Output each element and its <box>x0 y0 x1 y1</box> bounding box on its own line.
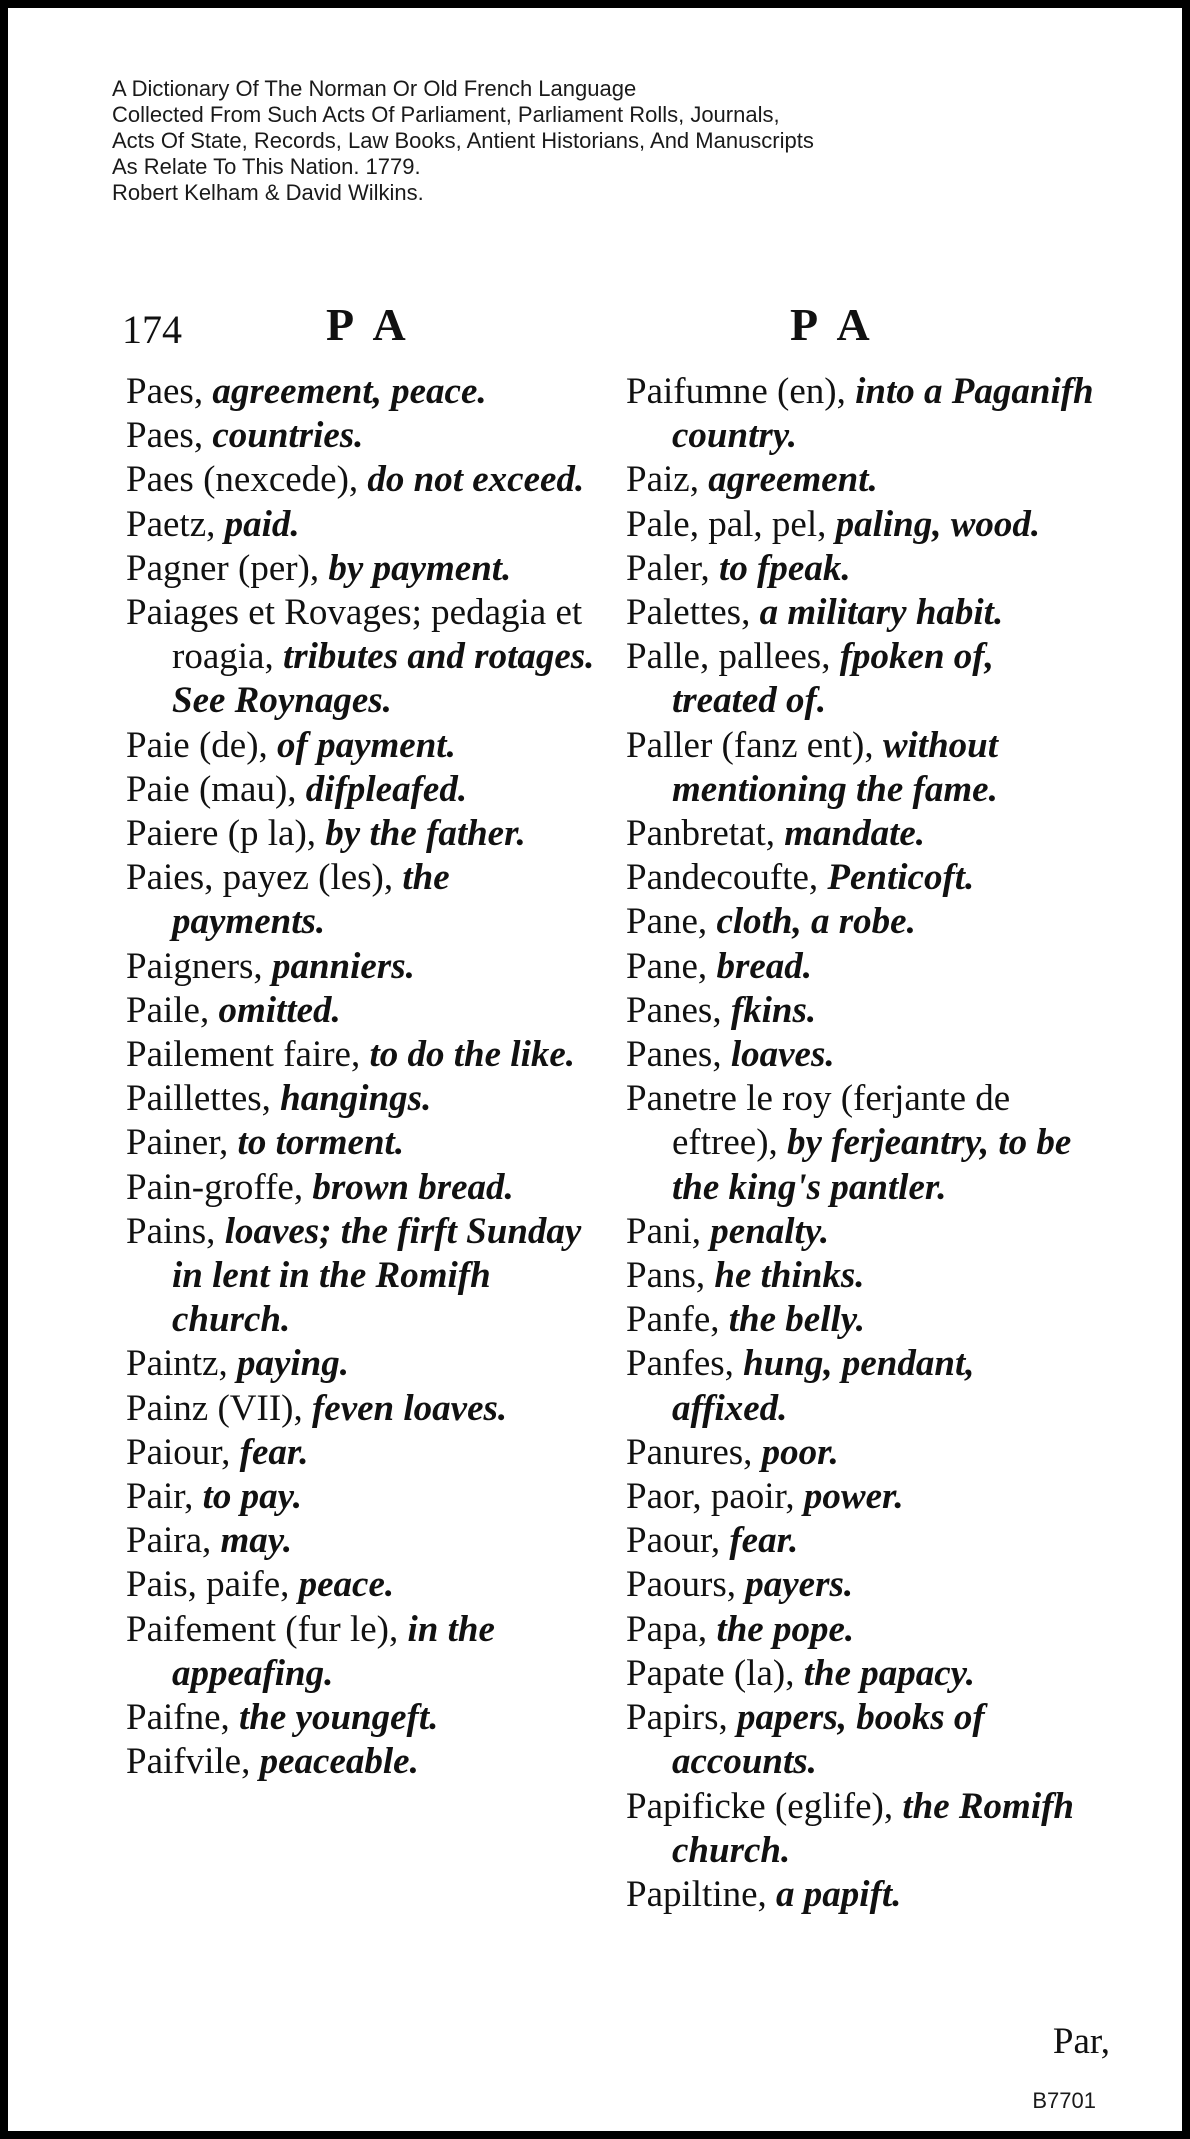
entry-definition: poor. <box>761 1431 839 1473</box>
dictionary-entry <box>126 1563 596 1607</box>
dictionary-entry <box>626 1608 1096 1652</box>
entry-term: Paiour, <box>126 1431 231 1473</box>
entry-definition: mandate. <box>784 813 926 855</box>
dictionary-entry <box>626 458 1096 502</box>
entry-definition: the Romifh church. <box>672 1785 1075 1871</box>
entry-definition: fear. <box>729 1520 799 1562</box>
entry-term: Paiere (p la), <box>126 813 317 855</box>
entry-term: Papificke (eglife), <box>626 1785 894 1827</box>
entry-term: Paes (nexcede), <box>126 459 359 501</box>
dictionary-entry <box>626 1431 1096 1475</box>
dictionary-entry <box>126 724 596 768</box>
running-head-right: P A <box>790 299 876 350</box>
entry-term: Panetre le roy (ferjante de eftree), <box>626 1078 1011 1164</box>
entry-term: Panes, <box>626 989 722 1031</box>
entry-definition: agreement, peace. <box>212 371 487 412</box>
entry-term: Pain-groffe, <box>126 1166 304 1208</box>
entry-term: Papirs, <box>626 1697 728 1739</box>
entry-definition: he thinks. <box>714 1255 865 1297</box>
entry-term: Pains, <box>126 1210 216 1252</box>
left-column <box>126 370 596 1785</box>
entry-definition: tributes and rotages. See Roynages. <box>172 636 595 722</box>
entry-term: Pani, <box>626 1210 702 1252</box>
entry-definition: paying. <box>236 1343 350 1385</box>
entry-definition: peace. <box>298 1564 395 1606</box>
dictionary-entry <box>126 547 596 591</box>
entry-definition: Penticoft. <box>827 857 975 899</box>
entry-term: Panures, <box>626 1431 753 1473</box>
entry-definition: fkins. <box>730 989 817 1031</box>
entry-term: Paile, <box>126 989 210 1031</box>
dictionary-entry <box>626 547 1096 591</box>
entry-term: Paller (fanz ent), <box>626 724 874 766</box>
entry-definition: the payments. <box>172 857 450 943</box>
entry-term: Paillettes, <box>126 1078 271 1120</box>
entry-definition: power. <box>803 1476 904 1518</box>
entry-definition: to torment. <box>237 1122 405 1164</box>
dictionary-entry <box>626 1696 1096 1784</box>
entry-term: Pale, pal, pel, <box>626 503 827 545</box>
dictionary-entry <box>126 370 596 414</box>
entry-term: Papiltine, <box>626 1873 767 1915</box>
dictionary-entry <box>126 768 596 812</box>
entry-definition: fear. <box>239 1431 309 1473</box>
entry-definition: fpoken of, treated of. <box>672 636 994 722</box>
entry-definition: brown bread. <box>312 1166 514 1208</box>
entry-term: Pane, <box>626 945 708 987</box>
entry-term: Paetz, <box>126 503 216 545</box>
entry-definition: a papift. <box>776 1873 902 1915</box>
entry-definition: the papacy. <box>803 1652 975 1694</box>
entry-term: Panbretat, <box>626 813 775 855</box>
entry-definition: paid. <box>224 503 300 545</box>
entry-definition: hung, pendant, affixed. <box>672 1343 975 1429</box>
entry-definition: into a Paganifh country. <box>672 371 1094 457</box>
citation-line: A Dictionary Of The Norman Or Old French Language <box>112 76 637 101</box>
dictionary-entry <box>626 1254 1096 1298</box>
entry-definition: loaves; the firft Sunday in lent in the Romifh church. <box>172 1210 582 1341</box>
dictionary-entry <box>626 1652 1096 1696</box>
entry-term: Panfes, <box>626 1343 734 1385</box>
entry-term: Paigners, <box>126 945 263 987</box>
entry-definition: the belly. <box>728 1299 866 1341</box>
dictionary-entry <box>626 812 1096 856</box>
entry-term: Panes, <box>626 1034 722 1076</box>
dictionary-entry <box>126 591 596 724</box>
dictionary-entry <box>626 1563 1096 1607</box>
entry-term: Papa, <box>626 1608 708 1650</box>
dictionary-entry <box>126 414 596 458</box>
running-head <box>8 298 1182 358</box>
entry-definition: omitted. <box>218 989 341 1031</box>
entry-definition: do not exceed. <box>367 459 585 501</box>
entry-term: Pair, <box>126 1476 194 1518</box>
dictionary-entry <box>626 591 1096 635</box>
dictionary-entry <box>126 812 596 856</box>
dictionary-entry <box>626 635 1096 723</box>
entry-term: Panfe, <box>626 1299 720 1341</box>
dictionary-entry <box>626 370 1096 458</box>
citation-header <box>112 76 814 206</box>
entry-term: Paler, <box>626 547 710 589</box>
dictionary-entry <box>126 1740 596 1784</box>
citation-line: Collected From Such Acts Of Parliament, Parliament Rolls, Journals, <box>112 102 780 127</box>
entry-term: Pandecoufte, <box>626 857 819 899</box>
entry-term: Paintz, <box>126 1343 228 1385</box>
entry-term: Painer, <box>126 1122 229 1164</box>
dictionary-entry <box>126 1077 596 1121</box>
dictionary-entry <box>626 1519 1096 1563</box>
entry-term: Palle, pallees, <box>626 636 831 678</box>
entry-definition: the youngeft. <box>239 1697 439 1739</box>
dictionary-entry <box>126 1387 596 1431</box>
dictionary-entry <box>626 989 1096 1033</box>
dictionary-entry <box>626 900 1096 944</box>
entry-definition: bread. <box>716 945 813 987</box>
dictionary-entry <box>626 856 1096 900</box>
entry-definition: to fpeak. <box>719 547 851 589</box>
entry-term: Paiz, <box>626 459 699 501</box>
entry-definition: loaves. <box>730 1034 835 1076</box>
entry-term: Paes, <box>126 371 204 412</box>
right-column <box>626 370 1096 1917</box>
dictionary-entry <box>626 1785 1096 1873</box>
dictionary-entry <box>126 1033 596 1077</box>
entry-term: Paifement (fur le), <box>126 1608 399 1650</box>
entry-term: Paes, <box>126 415 204 457</box>
entry-definition: penalty. <box>710 1210 830 1252</box>
dictionary-entry <box>126 1475 596 1519</box>
dictionary-entry <box>126 458 596 502</box>
citation-line: As Relate To This Nation. 1779. <box>112 154 421 179</box>
dictionary-entry <box>126 1519 596 1563</box>
entry-definition: in the appeafing. <box>172 1608 495 1694</box>
dictionary-entry <box>126 1696 596 1740</box>
dictionary-entry <box>626 1298 1096 1342</box>
dictionary-entry <box>626 1475 1096 1519</box>
dictionary-entry <box>626 945 1096 989</box>
entry-definition: the pope. <box>716 1608 855 1650</box>
catchword: Par, <box>1052 2021 1110 2062</box>
dictionary-entry <box>126 1342 596 1386</box>
entry-definition: cloth, a robe. <box>716 901 916 943</box>
entry-term: Palettes, <box>626 592 751 634</box>
dictionary-entry <box>126 945 596 989</box>
entry-definition: payers. <box>745 1564 854 1606</box>
entry-term: Painz (VII), <box>126 1387 303 1429</box>
entry-term: Paor, paoir, <box>626 1476 795 1518</box>
dictionary-entry <box>126 1121 596 1165</box>
dictionary-entry <box>626 503 1096 547</box>
entry-term: Paours, <box>626 1564 736 1606</box>
entry-definition: peaceable. <box>259 1741 419 1783</box>
entry-definition: panniers. <box>271 945 415 987</box>
page-number: 174 <box>122 307 182 352</box>
entry-term: Pane, <box>626 901 708 943</box>
entry-definition: by payment. <box>328 547 512 589</box>
dictionary-entry <box>126 1210 596 1343</box>
dictionary-entry <box>626 1033 1096 1077</box>
dictionary-entry <box>626 724 1096 812</box>
entry-definition: a military habit. <box>759 592 1004 634</box>
entry-definition: hangings. <box>280 1078 432 1120</box>
entry-term: Paie (mau), <box>126 768 297 810</box>
entry-definition: paling, wood. <box>835 503 1041 545</box>
entry-definition: feven loaves. <box>311 1387 508 1429</box>
dictionary-entry <box>126 1608 596 1696</box>
entry-term: Pagner (per), <box>126 547 320 589</box>
entry-term: Paies, payez (les), <box>126 857 394 899</box>
entry-term: Paour, <box>626 1520 721 1562</box>
entry-term: Pailement faire, <box>126 1034 361 1076</box>
entry-term: Paifne, <box>126 1697 230 1739</box>
entry-term: Paira, <box>126 1520 212 1562</box>
entry-definition: without mentioning the fame. <box>672 724 999 810</box>
entry-definition: agreement. <box>708 459 878 501</box>
dictionary-entry <box>126 856 596 944</box>
entry-term: Pans, <box>626 1255 706 1297</box>
dictionary-entry <box>626 1077 1096 1210</box>
dictionary-entry <box>126 989 596 1033</box>
entry-definition: of payment. <box>277 724 456 766</box>
dictionary-entry <box>126 1431 596 1475</box>
dictionary-entry <box>126 503 596 547</box>
entry-term: Papate (la), <box>626 1652 795 1694</box>
dictionary-entry <box>126 1166 596 1210</box>
citation-line: Robert Kelham & David Wilkins. <box>112 180 424 205</box>
entry-definition: papers, books of accounts. <box>672 1697 985 1783</box>
entry-definition: to do the like. <box>369 1034 576 1076</box>
dictionary-entry <box>626 1210 1096 1254</box>
running-head-left: P A <box>326 299 412 350</box>
entry-definition: to pay. <box>202 1476 302 1518</box>
dictionary-entry <box>626 1342 1096 1430</box>
entry-term: Paiages et Rovages; pedagia et roagia, <box>126 592 583 678</box>
entry-definition: difpleafed. <box>305 768 468 810</box>
catalog-id: B7701 <box>1032 2088 1096 2113</box>
citation-line: Acts Of State, Records, Law Books, Antient Historians, And Manuscripts <box>112 128 814 153</box>
entry-term: Paifvile, <box>126 1741 251 1783</box>
entry-term: Pais, paife, <box>126 1564 290 1606</box>
entry-term: Paie (de), <box>126 724 268 766</box>
entry-definition: by the father. <box>325 813 526 855</box>
dictionary-entry <box>626 1873 1096 1917</box>
entry-definition: by ferjeantry, to be the king's pantler. <box>672 1122 1072 1208</box>
entry-term: Paifumne (en), <box>626 371 846 412</box>
entry-definition: countries. <box>212 415 364 457</box>
entry-definition: may. <box>220 1520 293 1562</box>
